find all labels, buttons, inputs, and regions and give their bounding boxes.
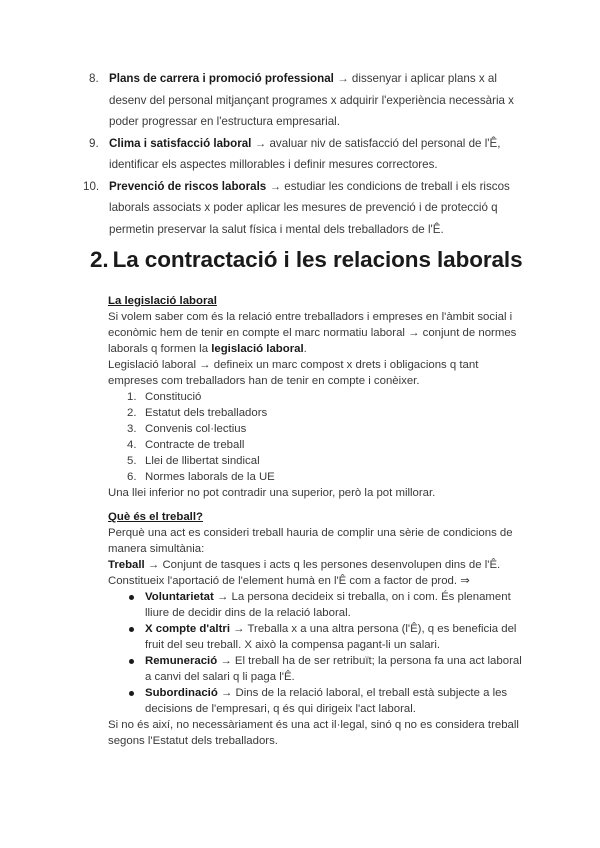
list-item: Remuneració → El treball ha de ser retribuït; la persona fa una act laboral a canvi del salari q li paga l'Ê.	[108, 653, 528, 685]
treball-section	[108, 509, 528, 749]
paragraph-line: laborals q formen la legislació laboral.	[108, 343, 307, 355]
numbered-list	[0, 68, 600, 240]
paragraph-line: Constitueix l'aportació de l'element humà en l'Ê com a factor de prod. ⇒	[108, 575, 470, 587]
item-title: Clima i satisfacció laboral	[109, 136, 252, 150]
paragraph-line: Una llei inferior no pot contradir una superior, però la pot millorar.	[108, 487, 436, 499]
list-item	[0, 68, 519, 133]
item-line: Prevenció de riscos laborals → estudiar les condicions de treball i els riscos	[109, 179, 510, 193]
list-item	[0, 133, 519, 176]
item-title: Plans de carrera i promoció professional	[109, 72, 334, 85]
paragraph-line: manera simultània:	[108, 543, 205, 555]
item-number: 8.	[89, 72, 99, 85]
item-title: Prevenció de riscos laborals	[109, 179, 267, 193]
bullet-icon	[129, 691, 134, 696]
item-line: Plans de carrera i promoció professional → dissenyar i aplicar plans x al	[109, 72, 497, 85]
list-item	[0, 176, 519, 241]
bold-term: legislació laboral	[211, 343, 304, 355]
list-item: 4. Contracte de treball	[127, 439, 245, 451]
paragraph-line: Si no és així, no necessàriament és una act il·legal, sinó q no es considera treball	[108, 719, 519, 731]
list-item: 3. Convenis col·lectius	[127, 423, 247, 435]
paragraph-line: segons l'Estatut dels treballadors.	[108, 735, 278, 747]
legislacio-section	[108, 293, 528, 501]
list-item: X compte d'altri → Treballa x a una altra persona (l'Ê), q es beneficia del fruit del seu treball. X això la compensa pagant-li un salari.	[108, 621, 528, 653]
conditions-list	[108, 589, 528, 717]
subheading-legislacio: La legislació laboral	[108, 295, 217, 307]
item-number: 10.	[83, 179, 100, 193]
list-item: Voluntarietat → La persona decideix si treballa, on i com. És plenament lliure de decidir dins de la relació laboral.	[108, 589, 528, 621]
list-item: 1. Constitució	[127, 391, 202, 403]
list-item: 2. Estatut dels treballadors	[127, 407, 268, 419]
paragraph-line: empreses com treballadors han de tenir en compte i conèixer.	[108, 375, 420, 387]
bold-term: Treball	[108, 559, 145, 571]
paragraph-line: Perquè una act es consideri treball hauria de complir una sèrie de condicions de	[108, 527, 513, 539]
paragraph-line: Treball → Conjunt de tasques i acts q les persones desenvolupen dins de l'Ê.	[108, 559, 501, 571]
item-line: poder progressar en l'estructura empresarial.	[109, 115, 340, 128]
item-line: permetin preservar la salut física i mental dels treballadors de l'Ê.	[109, 222, 444, 236]
subheading-treball: Què és el treball?	[108, 511, 203, 523]
item-line: identificar els aspectes millorables i definir mesures correctores.	[109, 158, 438, 171]
list-item: Subordinació → Dins de la relació laboral, el treball està subjecte a les decisions de l'empresari, q és qui dirigeix l'act laboral.	[108, 685, 528, 717]
section-title: La contractació i les relacions laborals	[112, 247, 523, 272]
section-number: 2.	[90, 247, 109, 272]
bullet-icon	[129, 595, 134, 600]
paragraph-line: Si volem saber com és la relació entre treballadors i empreses en l'àmbit social i	[108, 311, 513, 323]
item-line: desenv del personal mitjançant programes x adquirir l'experiència necessària x	[109, 93, 514, 107]
section-heading	[90, 247, 523, 273]
paragraph-line: econòmic hem de tenir en compte el marc normatiu laboral → conjunt de normes	[108, 327, 517, 339]
item-number: 9.	[89, 136, 99, 150]
bullet-icon	[129, 659, 134, 664]
list-item: 6. Normes laborals de la UE	[127, 471, 275, 483]
list-item: 5. Llei de llibertat sindical	[127, 455, 260, 467]
legal-hierarchy-list	[108, 389, 528, 485]
item-line: Clima i satisfacció laboral → avaluar niv de satisfacció del personal de l'Ê,	[109, 136, 501, 150]
paragraph-line: Legislació laboral → defineix un marc compost x drets i obligacions q tant	[108, 359, 479, 371]
item-line: laborals associats x poder aplicar les mesures de prevenció i de protecció q	[109, 201, 498, 214]
bullet-icon	[129, 627, 134, 632]
